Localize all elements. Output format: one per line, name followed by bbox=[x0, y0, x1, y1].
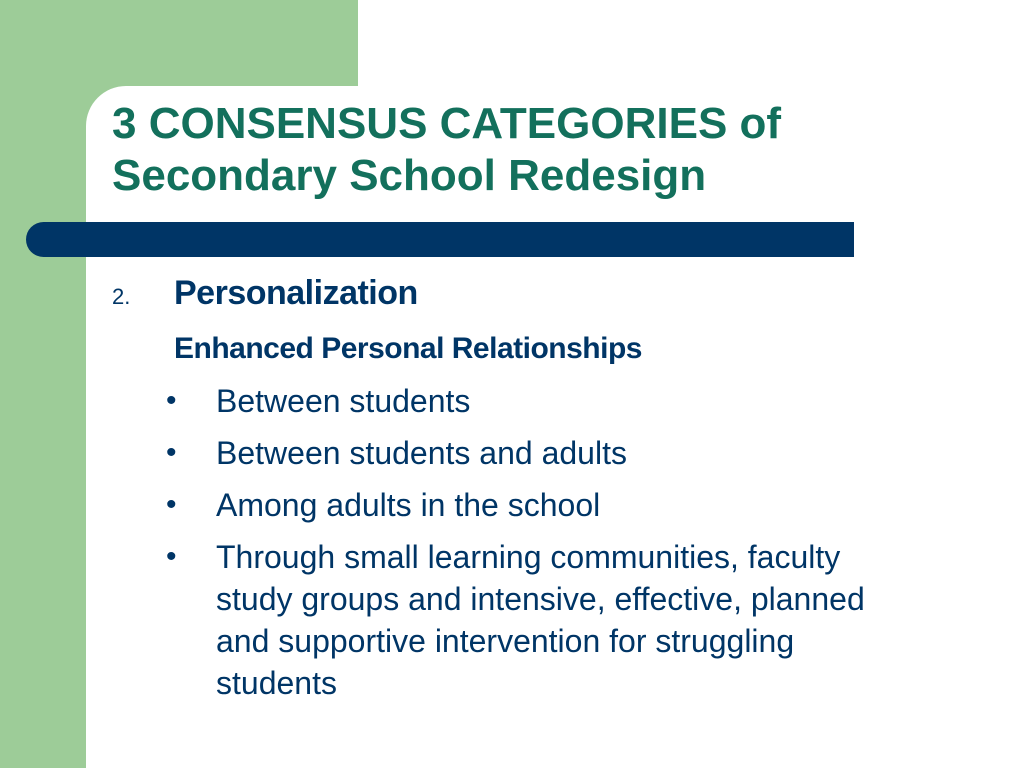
bullet-icon: • bbox=[166, 436, 177, 469]
title-divider-bar bbox=[26, 222, 854, 257]
slide-title bbox=[112, 98, 992, 202]
bullet-text: Between students and adults bbox=[216, 435, 627, 471]
bullet-item bbox=[164, 536, 884, 704]
item-subheading: Enhanced Personal Relationships bbox=[174, 332, 642, 365]
bullet-item bbox=[164, 380, 884, 422]
bullet-list bbox=[164, 380, 884, 714]
item-number: 2. bbox=[112, 284, 131, 309]
bullet-text: Between students bbox=[216, 383, 471, 419]
bullet-icon: • bbox=[166, 384, 177, 417]
slide-title-line-1: 3 CONSENSUS CATEGORIES of bbox=[112, 99, 782, 148]
bullet-icon: • bbox=[166, 488, 177, 521]
bullet-icon: • bbox=[166, 540, 177, 573]
item-heading: Personalization bbox=[174, 274, 418, 312]
bullet-item bbox=[164, 484, 884, 526]
bullet-text: Among adults in the school bbox=[216, 487, 601, 523]
bullet-item bbox=[164, 432, 884, 474]
bullet-text: Through small learning communities, faculty study groups and intensive, effective, planned and supportive intervention for struggling students bbox=[216, 539, 865, 701]
slide-title-line-2: Secondary School Redesign bbox=[112, 151, 707, 200]
